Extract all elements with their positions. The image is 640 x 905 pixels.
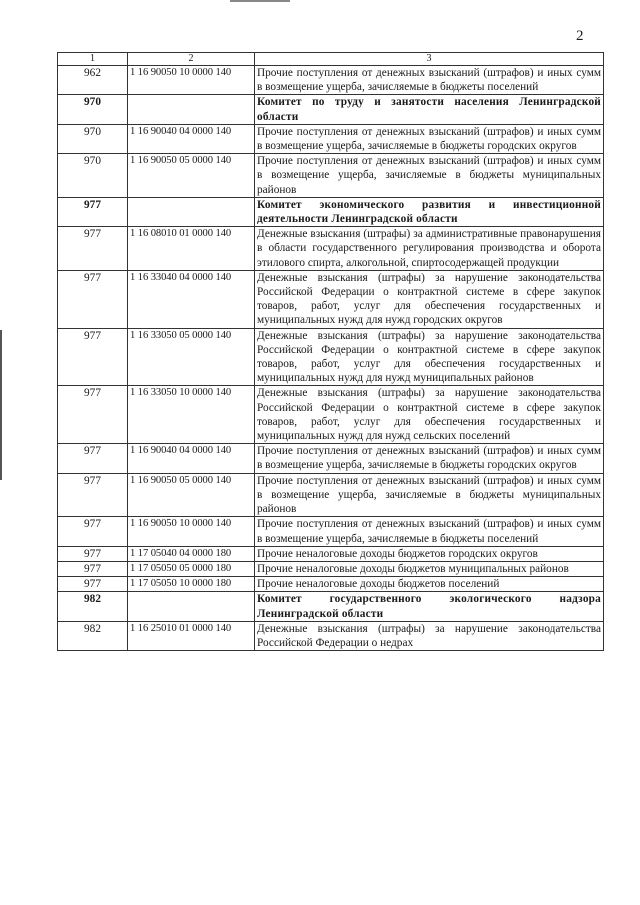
revenue-code-cell: 1 17 05050 05 0000 180 xyxy=(128,561,255,576)
revenue-name-cell: Прочие поступления от денежных взысканий (штрафов) и иных сумм в возмещение ущерба, зачисляемые в бюджеты городских округов xyxy=(255,444,604,473)
revenue-name-cell: Денежные взыскания (штрафы) за нарушение законодательства Российской Федерации о контрактной системе в сфере закупок товаров, работ, услуг для обеспечения государственных и муниципальных нужд для нужд сельских поселений xyxy=(255,386,604,444)
table-row xyxy=(58,444,604,473)
table-row xyxy=(58,621,604,650)
admin-code-cell: 970 xyxy=(58,154,128,198)
admin-code-cell: 977 xyxy=(58,517,128,546)
table-row xyxy=(58,227,604,271)
table-row xyxy=(58,154,604,198)
revenue-code-cell: 1 16 90050 10 0000 140 xyxy=(128,517,255,546)
revenue-code-cell xyxy=(128,95,255,124)
revenue-name-cell: Денежные взыскания (штрафы) за нарушение законодательства Российской Федерации о контрактной системе в сфере закупок товаров, работ, услуг для обеспечения государственных и муниципальных нужд для нужд муниципальных районов xyxy=(255,328,604,386)
table-row xyxy=(58,270,604,328)
revenue-name-cell: Комитет экономического развития и инвестиционной деятельности Ленинградской области xyxy=(255,197,604,226)
section-header-row xyxy=(58,592,604,621)
revenue-code-cell: 1 16 08010 01 0000 140 xyxy=(128,227,255,271)
revenue-code-cell: 1 16 33040 04 0000 140 xyxy=(128,270,255,328)
admin-code-cell: 970 xyxy=(58,95,128,124)
admin-code-cell: 977 xyxy=(58,473,128,517)
revenue-name-cell: Денежные взыскания (штрафы) за нарушение законодательства Российской Федерации о недрах xyxy=(255,621,604,650)
admin-code-cell: 977 xyxy=(58,270,128,328)
header-col-2: 2 xyxy=(128,53,255,66)
revenue-name-cell: Прочие поступления от денежных взысканий (штрафов) и иных сумм в возмещение ущерба, зачисляемые в бюджеты поселений xyxy=(255,66,604,95)
header-col-3: 3 xyxy=(255,53,604,66)
admin-code-cell: 970 xyxy=(58,124,128,153)
header-col-1: 1 xyxy=(58,53,128,66)
revenue-code-cell xyxy=(128,592,255,621)
revenue-name-cell: Прочие неналоговые доходы бюджетов городских округов xyxy=(255,546,604,561)
revenue-codes-table xyxy=(57,52,604,651)
revenue-code-cell xyxy=(128,197,255,226)
revenue-name-cell: Комитет по труду и занятости населения Ленинградской области xyxy=(255,95,604,124)
admin-code-cell: 977 xyxy=(58,227,128,271)
table-row xyxy=(58,561,604,576)
admin-code-cell: 977 xyxy=(58,546,128,561)
admin-code-cell: 962 xyxy=(58,66,128,95)
revenue-code-cell: 1 16 33050 10 0000 140 xyxy=(128,386,255,444)
admin-code-cell: 977 xyxy=(58,444,128,473)
revenue-code-cell: 1 16 90050 10 0000 140 xyxy=(128,66,255,95)
table-row xyxy=(58,124,604,153)
table-body xyxy=(58,53,604,651)
admin-code-cell: 977 xyxy=(58,577,128,592)
revenue-code-cell: 1 16 90050 05 0000 140 xyxy=(128,154,255,198)
section-header-row xyxy=(58,197,604,226)
scan-binder-mark xyxy=(0,330,2,480)
table-header-row xyxy=(58,53,604,66)
section-header-row xyxy=(58,95,604,124)
revenue-code-cell: 1 17 05050 10 0000 180 xyxy=(128,577,255,592)
revenue-code-cell: 1 16 33050 05 0000 140 xyxy=(128,328,255,386)
page-number: 2 xyxy=(576,28,584,44)
revenue-code-cell: 1 17 05040 04 0000 180 xyxy=(128,546,255,561)
revenue-code-cell: 1 16 90040 04 0000 140 xyxy=(128,444,255,473)
admin-code-cell: 982 xyxy=(58,621,128,650)
revenue-name-cell: Комитет государственного экологического надзора Ленинградской области xyxy=(255,592,604,621)
revenue-code-cell: 1 16 25010 01 0000 140 xyxy=(128,621,255,650)
admin-code-cell: 977 xyxy=(58,328,128,386)
revenue-name-cell: Прочие неналоговые доходы бюджетов поселений xyxy=(255,577,604,592)
revenue-code-cell: 1 16 90040 04 0000 140 xyxy=(128,124,255,153)
admin-code-cell: 977 xyxy=(58,386,128,444)
table-row xyxy=(58,66,604,95)
table-row xyxy=(58,546,604,561)
table-row xyxy=(58,386,604,444)
table-row xyxy=(58,328,604,386)
revenue-name-cell: Прочие поступления от денежных взысканий (штрафов) и иных сумм в возмещение ущерба, зачисляемые в бюджеты поселений xyxy=(255,517,604,546)
revenue-name-cell: Прочие неналоговые доходы бюджетов муниципальных районов xyxy=(255,561,604,576)
revenue-code-cell: 1 16 90050 05 0000 140 xyxy=(128,473,255,517)
revenue-name-cell: Прочие поступления от денежных взысканий (штрафов) и иных сумм в возмещение ущерба, зачисляемые в бюджеты городских округов xyxy=(255,124,604,153)
revenue-name-cell: Денежные взыскания (штрафы) за административные правонарушения в области государственного регулирования производства и оборота этилового спирта, алкогольной, спиртосодержащей продукции xyxy=(255,227,604,271)
revenue-name-cell: Прочие поступления от денежных взысканий (штрафов) и иных сумм в возмещение ущерба, зачисляемые в бюджеты муниципальных районов xyxy=(255,473,604,517)
admin-code-cell: 977 xyxy=(58,197,128,226)
table-row xyxy=(58,473,604,517)
table-row xyxy=(58,517,604,546)
revenue-name-cell: Прочие поступления от денежных взысканий (штрафов) и иных сумм в возмещение ущерба, зачисляемые в бюджеты муниципальных районов xyxy=(255,154,604,198)
scan-artifact xyxy=(230,0,290,2)
admin-code-cell: 977 xyxy=(58,561,128,576)
revenue-name-cell: Денежные взыскания (штрафы) за нарушение законодательства Российской Федерации о контрактной системе в сфере закупок товаров, работ, услуг для обеспечения государственных и муниципальных нужд для нужд городских округов xyxy=(255,270,604,328)
table-row xyxy=(58,577,604,592)
admin-code-cell: 982 xyxy=(58,592,128,621)
